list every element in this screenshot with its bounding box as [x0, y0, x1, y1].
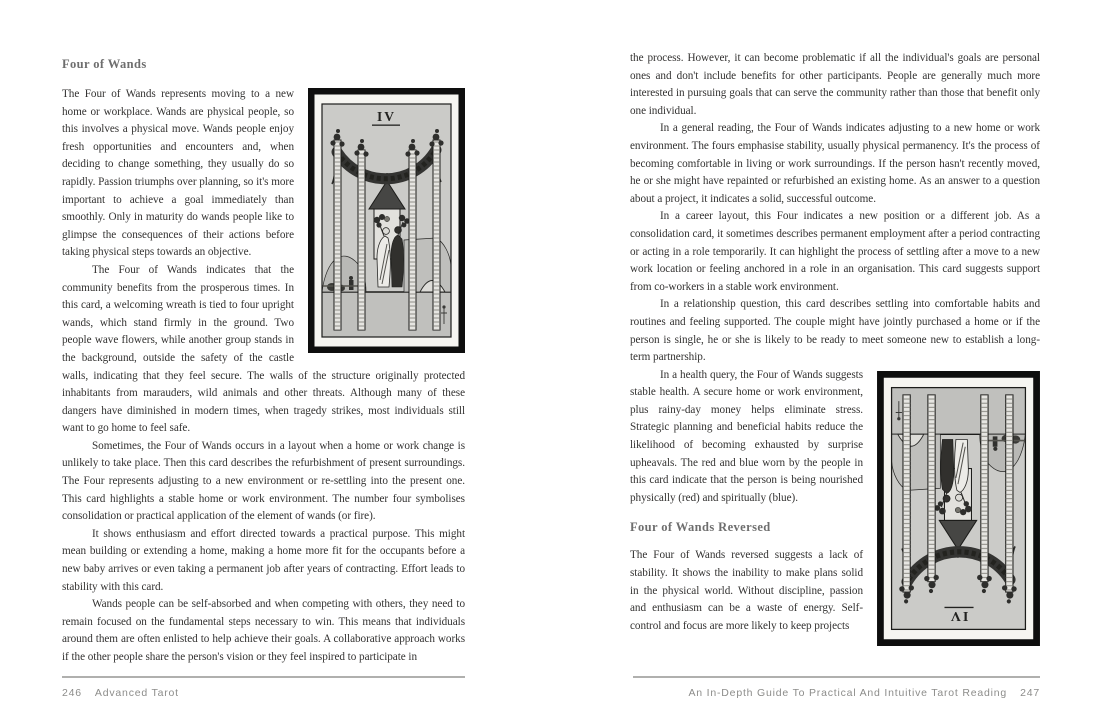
body-paragraph: The Four of Wands indicates that the community benefits from the prosperous times. In this card, a welcoming wreath is tied to four upright wands, which stand firmly in the ground. Two people wave flowers, while another group stands in the background, outside the safety of the castle walls, indicating that they feel secure. The walls of the structure originally protected inhabitants from marauders, wild animals and other threats. Although many of these dangers have diminished in modern times, when tragedy strikes, most individuals still want to go home to feel safe. — [62, 263, 465, 435]
tarot-card-reversed-image — [877, 371, 1040, 646]
section-heading-four-of-wands: Four of Wands — [62, 57, 147, 71]
body-paragraph: In a health query, the Four of Wands suggests stable health. A secure home or work environment, plus rainy-day money helps eliminate stress. Strategic planning and beneficial habits reduce the likelihood of becoming exhausted by surprise upheavals. The red and blue worn by the people in this card indicate that the person is being nourished physically (red) and spiritually (blue). — [630, 368, 863, 504]
left-page-body — [62, 86, 465, 667]
left-page — [62, 57, 465, 667]
body-paragraph: The Four of Wands represents moving to a new home or workplace. Wands are physical people, so this involves a physical move. Wands people enjoy fresh opportunities and encounters and, when deciding to change something, they usually do so rapidly. Passion triumphs over planning, so it's more important to achieve a goal immediately than smoothly. Only in maturity do wands people like to glimpse the consequences of their actions before taking physical steps towards an objective. — [62, 88, 295, 259]
running-title: Advanced Tarot — [94, 687, 179, 699]
right-page — [630, 50, 1040, 654]
right-page-footer — [633, 676, 1040, 699]
body-paragraph: Sometimes, the Four of Wands occurs in a layout when a home or work change is unlikely to take place. Then this card describes the refurbishment of present surroundings. The Four represents adjusting to a new environment or re-settling into the present one. This card highlights a stable home or work environment. The number four symbolises consolidation or practical application of the element of wands (or fire). — [62, 439, 465, 523]
body-paragraph: Wands people can be self-absorbed and when competing with others, they need to remain focused on the fundamental steps necessary to win. This means that individuals around them are often enlisted to help achieve their goals. A collaborative approach works if the other people share the person's vision or they feel inspired to participate in — [62, 598, 465, 663]
body-paragraph: The Four of Wands reversed suggests a lack of stability. It shows the inability to make plans solid in the physical world. Without discipline, passion and enthusiasm can be a waste of energy. Self-control and focus are more likely to keep projects — [630, 549, 863, 632]
page-number: 246 — [62, 687, 82, 699]
page-number: 247 — [1020, 687, 1040, 699]
tarot-card-upright-image — [308, 88, 465, 353]
section-heading-four-of-wands-reversed: Four of Wands Reversed — [630, 520, 771, 535]
footer-rule — [62, 676, 465, 678]
left-page-footer — [62, 676, 465, 699]
footer-rule — [633, 676, 1040, 678]
body-paragraph: In a career layout, this Four indicates a new position or a different job. As a consolidation card, it sometimes describes permanent employment after a period contracting or acting in a role temporarily. It can highlight the process of settling after a move to a new work location or feeling anchored in a role in an organisation. This card suggests support from co-workers in a stable work environment. — [630, 210, 1040, 293]
body-paragraph: It shows enthusiasm and effort directed towards a practical purpose. This might mean building or extending a home, making a home more fit for the occupants before a new baby arrives or even taking a permanent job after years of contracting. Effort leads to stability with this card. — [62, 527, 465, 593]
body-paragraph: the process. However, it can become problematic if all the individual's goals are personal ones and don't include benefits for other participants. People are generally much more interested in pursuing goals that can serve the community rather than those that benefit only one individual. — [630, 52, 1040, 117]
body-paragraph: In a general reading, the Four of Wands indicates adjusting to a new home or work environment. The fours emphasise stability, usually physical permanency. It's the process of becoming comfortable in living or work surroundings. If the person hasn't recently moved, he or she might have repainted or refurbished an existing home. As an answer to a question about a project, it indicates a solid, successful outcome. — [630, 122, 1040, 205]
body-paragraph: In a relationship question, this card describes settling into comfortable habits and routines and feeling supported. The couple might have jointly purchased a home or if the person is single, he or she is likely to be ready to meet someone new to establish a long-term partnership. — [630, 298, 1040, 364]
right-page-body — [630, 50, 1040, 635]
running-title: An In-Depth Guide To Practical And Intuitive Tarot Reading — [688, 687, 1008, 699]
